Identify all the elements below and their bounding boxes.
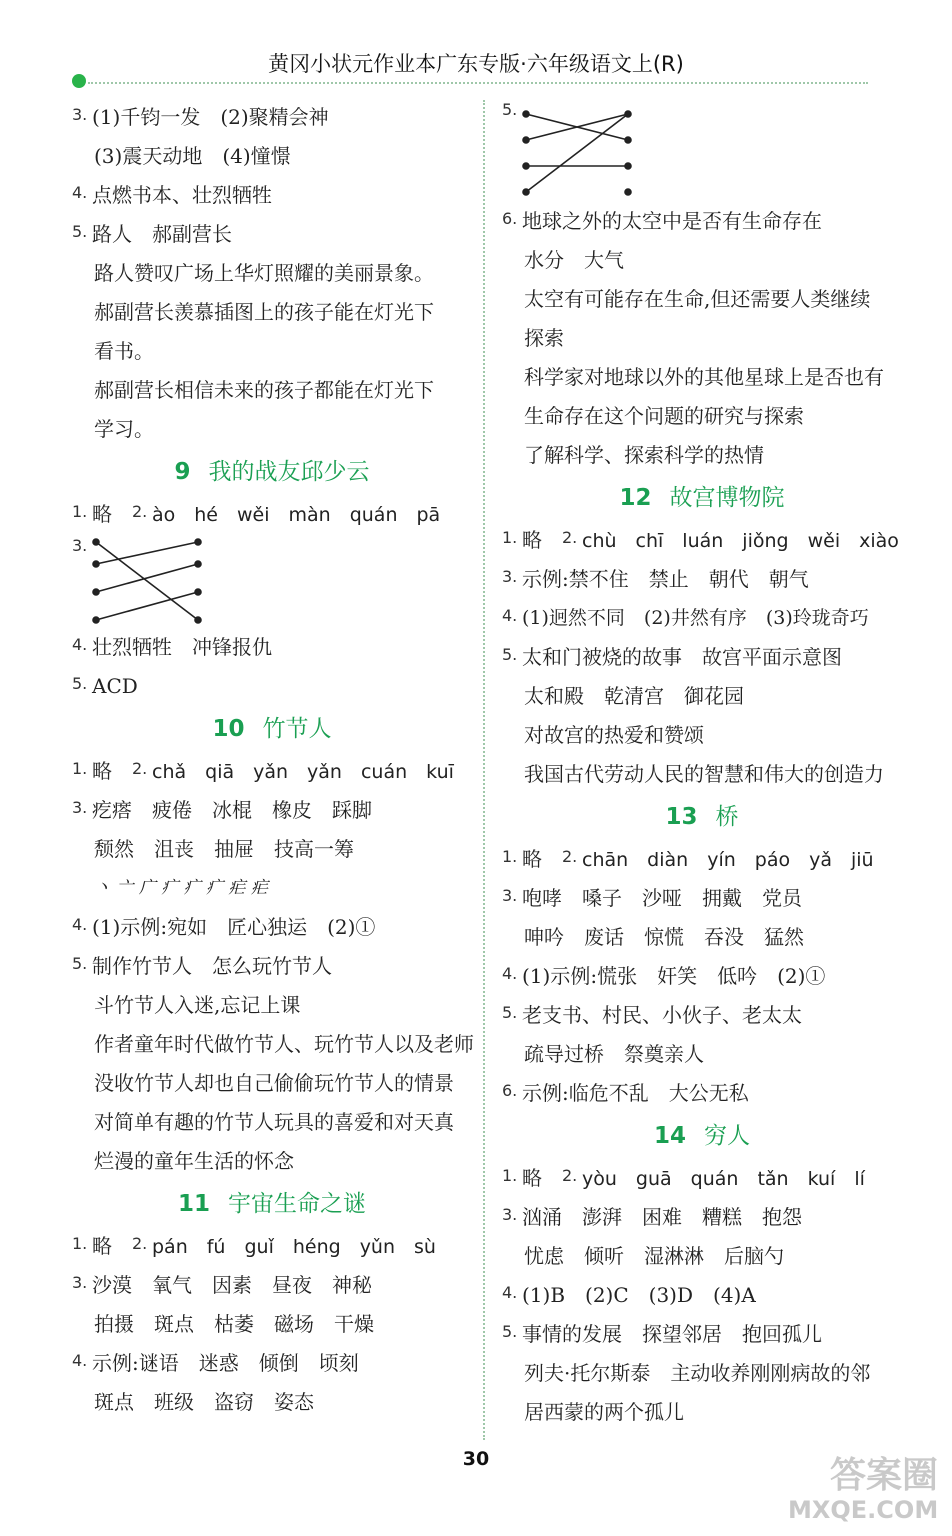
lesson-title: 12 故宫博物院 bbox=[619, 485, 785, 511]
matching-diagram: 5. bbox=[502, 98, 902, 202]
answer-line: 疏导过桥 祭奠亲人 bbox=[524, 1042, 704, 1066]
answer-line: 学习。 bbox=[94, 417, 154, 441]
answer-line: 太和殿 乾清宫 御花园 bbox=[524, 684, 744, 708]
answer-line: 没收竹节人却也自己偷偷玩竹节人的情景 bbox=[94, 1071, 454, 1095]
column-divider bbox=[483, 100, 485, 1440]
answer-line: 生命存在这个问题的研究与探索 bbox=[524, 404, 804, 428]
left-column bbox=[72, 98, 472, 1422]
answer-line: 5. ACD bbox=[72, 674, 138, 698]
answer-line: 4. (1)迥然不同 (2)井然有序 (3)玲珑奇巧 bbox=[502, 606, 869, 629]
answer-line: 探索 bbox=[524, 326, 564, 350]
answer-line: 居西蒙的两个孤儿 bbox=[524, 1400, 684, 1424]
matching-diagram: 3. bbox=[72, 534, 472, 628]
lesson-title: 13 桥 bbox=[665, 804, 739, 830]
answer-line: 颓然 沮丧 抽屉 技高一筹 bbox=[94, 837, 354, 861]
answer-line: 对简单有趣的竹节人玩具的喜爱和对天真 bbox=[94, 1110, 454, 1134]
answer-line: 6. 示例:临危不乱 大公无私 bbox=[502, 1081, 749, 1105]
answer-line: 郝副营长羡慕插图上的孩子能在灯光下 bbox=[94, 300, 434, 324]
answer-line: 了解科学、探索科学的热情 bbox=[524, 443, 764, 467]
answer-line: 3. 咆哮 嗓子 沙哑 拥戴 党员 bbox=[502, 886, 802, 910]
answer-line: 4. 壮烈牺牲 冲锋报仇 bbox=[72, 635, 272, 659]
answer-line: 5. 制作竹节人 怎么玩竹节人 bbox=[72, 954, 332, 978]
lesson-title: 10 竹节人 bbox=[212, 716, 332, 742]
answer-line: 4. (1)B (2)C (3)D (4)A bbox=[502, 1283, 756, 1307]
answer-line: 我国古代劳动人民的智慧和伟大的创造力 bbox=[524, 762, 884, 786]
answer-line: 科学家对地球以外的其他星球上是否也有 bbox=[524, 365, 884, 389]
watermark: 答案圈 MXQE.COM bbox=[788, 1455, 939, 1524]
answer-line: 1. 略 2. pán fú guǐ héng yǔn sù bbox=[72, 1234, 436, 1258]
answer-line: 路人赞叹广场上华灯照耀的美丽景象。 bbox=[94, 261, 434, 285]
answer-line: 1. 略 2. chān diàn yín páo yǎ jiū bbox=[502, 847, 874, 871]
answer-line: 4. (1)示例:宛如 匠心独运 (2)① bbox=[72, 915, 376, 939]
answer-line: 郝副营长相信未来的孩子都能在灯光下 bbox=[94, 378, 434, 402]
answer-line: 拍摄 斑点 枯萎 磁场 干燥 bbox=[94, 1312, 374, 1336]
answer-line: 对故宫的热爱和赞颂 bbox=[524, 723, 704, 747]
answer-line: 5. 路人 郝副营长 bbox=[72, 222, 232, 246]
lesson-title: 11 宇宙生命之谜 bbox=[177, 1191, 366, 1217]
answer-line: 斑点 班级 盗窃 姿态 bbox=[94, 1390, 314, 1414]
answer-line: 5. 事情的发展 探望邻居 抱回孤儿 bbox=[502, 1322, 822, 1346]
answer-line: 水分 大气 bbox=[524, 248, 624, 272]
answer-line: 列夫·托尔斯泰 主动收养刚刚病故的邻 bbox=[524, 1361, 871, 1385]
answer-line: 忧虑 倾听 湿淋淋 后脑勺 bbox=[524, 1244, 784, 1268]
answer-line: 5. 老支书、村民、小伙子、老太太 bbox=[502, 1003, 802, 1027]
answer-line: 3. 疙瘩 疲倦 冰棍 橡皮 踩脚 bbox=[72, 798, 372, 822]
answer-line: 3. 汹涌 澎湃 困难 糟糕 抱怨 bbox=[502, 1205, 802, 1229]
answer-line: 3. 示例:禁不住 禁止 朝代 朝气 bbox=[502, 567, 809, 591]
answer-line: 看书。 bbox=[94, 339, 154, 363]
page-number: 30 bbox=[462, 1448, 490, 1470]
answer-line: 5. 太和门被烧的故事 故宫平面示意图 bbox=[502, 645, 842, 669]
answer-line: 4. 点燃书本、壮烈牺牲 bbox=[72, 183, 272, 207]
answer-line: 作者童年时代做竹节人、玩竹节人以及老师 bbox=[94, 1032, 474, 1056]
lesson-title: 9 我的战友邱少云 bbox=[174, 459, 370, 485]
answer-line: 太空有可能存在生命,但还需要人类继续 bbox=[524, 287, 871, 311]
answer-line: 6. 地球之外的太空中是否有生命存在 bbox=[502, 209, 822, 233]
answer-line: (3)震天动地 (4)憧憬 bbox=[94, 144, 291, 168]
matching-lines bbox=[88, 534, 228, 628]
matching-lines bbox=[518, 98, 658, 202]
answer-line: 1. 略 2. ào hé wěi màn quán pā bbox=[72, 502, 441, 526]
lesson-title: 14 穷人 bbox=[653, 1123, 750, 1149]
header-divider bbox=[88, 82, 868, 84]
answer-line: 1. 略 2. yòu guā quán tǎn kuí lí bbox=[502, 1166, 865, 1190]
answer-line: 4. (1)示例:慌张 奸笑 低吟 (2)① bbox=[502, 964, 826, 988]
answer-line: 3. 沙漠 氧气 因素 昼夜 神秘 bbox=[72, 1273, 372, 1297]
answer-line: 烂漫的童年生活的怀念 bbox=[94, 1149, 294, 1173]
answer-line: 呻吟 废话 惊慌 吞没 猛然 bbox=[524, 925, 804, 949]
answer-line: 4. 示例:谜语 迷惑 倾倒 顷刻 bbox=[72, 1351, 359, 1375]
page-header: 黄冈小状元作业本广东专版·六年级语文上(R) bbox=[268, 52, 684, 76]
answer-line: 斗竹节人入迷,忘记上课 bbox=[94, 993, 301, 1017]
answer-line: 3. (1)千钧一发 (2)聚精会神 bbox=[72, 105, 329, 129]
right-column bbox=[502, 98, 902, 1432]
header-dot-icon bbox=[72, 74, 86, 88]
answer-line: 1. 略 2. chù chī luán jiǒng wěi xiào bbox=[502, 528, 899, 552]
stroke-order: 丶 亠 广 疒 疒 疒 疟 疟 bbox=[94, 878, 268, 898]
answer-line: 1. 略 2. chǎ qiā yǎn yǎn cuán kuī bbox=[72, 759, 454, 783]
